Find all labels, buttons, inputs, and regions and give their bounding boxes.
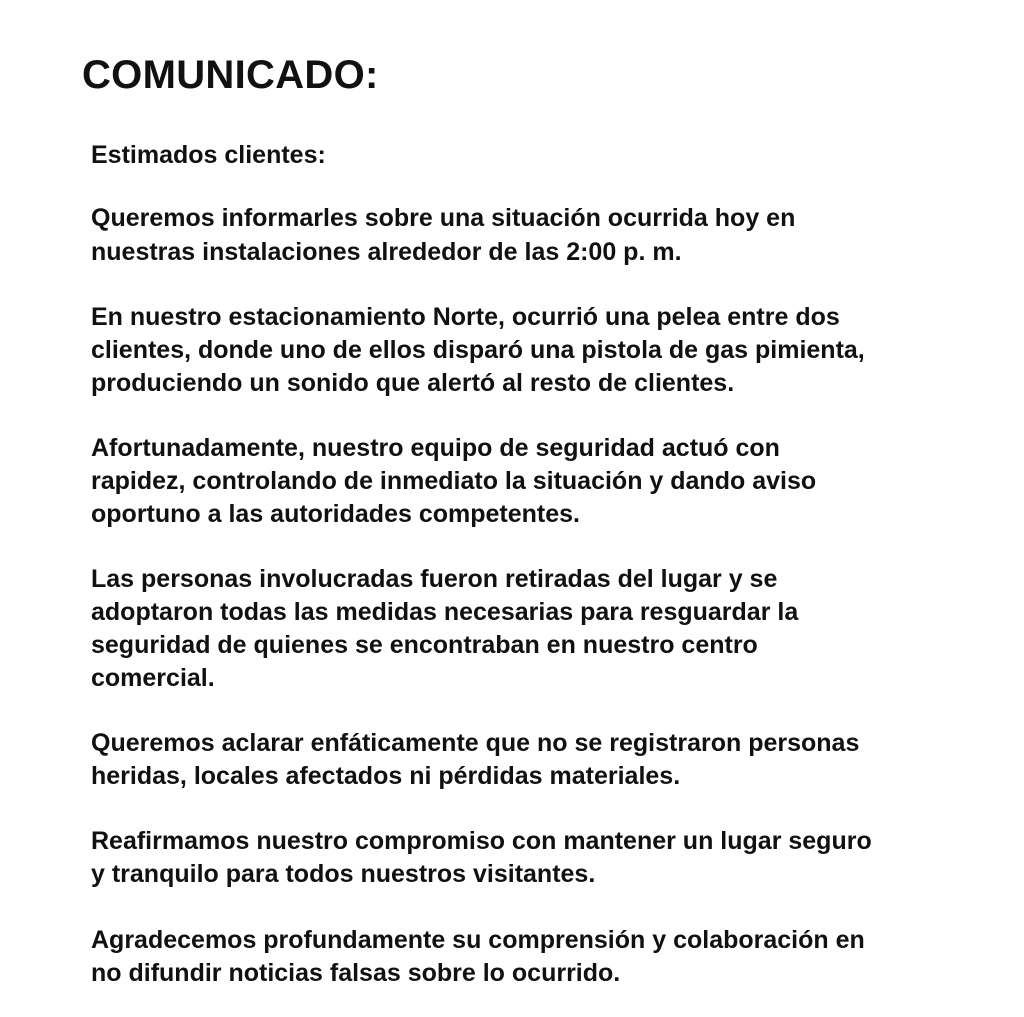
paragraph-line: Queremos aclarar enfáticamente que no se registraron personas (91, 729, 860, 757)
paragraph-line: Reafirmamos nuestro compromiso con mantener un lugar seguro (91, 827, 872, 855)
paragraph-line: oportuno a las autoridades competentes. (91, 500, 580, 528)
paragraph-line: Queremos informarles sobre una situación ocurrida hoy en (91, 204, 796, 232)
paragraph-line: Las personas involucradas fueron retiradas del lugar y se (91, 565, 778, 593)
paragraph-line: rapidez, controlando de inmediato la situación y dando aviso (91, 467, 817, 495)
paragraph-line: no difundir noticias falsas sobre lo ocurrido. (91, 959, 621, 987)
paragraph-line: heridas, locales afectados ni pérdidas materiales. (91, 762, 681, 790)
greeting-text: Estimados clientes: (91, 141, 326, 169)
paragraph-line: y tranquilo para todos nuestros visitantes. (91, 860, 596, 888)
announcement-title: COMUNICADO: (82, 53, 379, 97)
paragraph-line: Afortunadamente, nuestro equipo de seguridad actuó con (91, 434, 780, 462)
paragraph-line: Agradecemos profundamente su comprensión y colaboración en (91, 926, 865, 954)
paragraph-line: seguridad de quienes se encontraban en nuestro centro (91, 631, 758, 659)
paragraph-line: produciendo un sonido que alertó al resto de clientes. (91, 369, 735, 397)
paragraph-line: comercial. (91, 664, 215, 692)
paragraph-line: nuestras instalaciones alrededor de las 2:00 p. m. (91, 238, 682, 266)
paragraph-line: clientes, donde uno de ellos disparó una pistola de gas pimienta, (91, 336, 865, 364)
paragraph-line: adoptaron todas las medidas necesarias para resguardar la (91, 598, 799, 626)
paragraph-line: En nuestro estacionamiento Norte, ocurrió una pelea entre dos (91, 303, 840, 331)
